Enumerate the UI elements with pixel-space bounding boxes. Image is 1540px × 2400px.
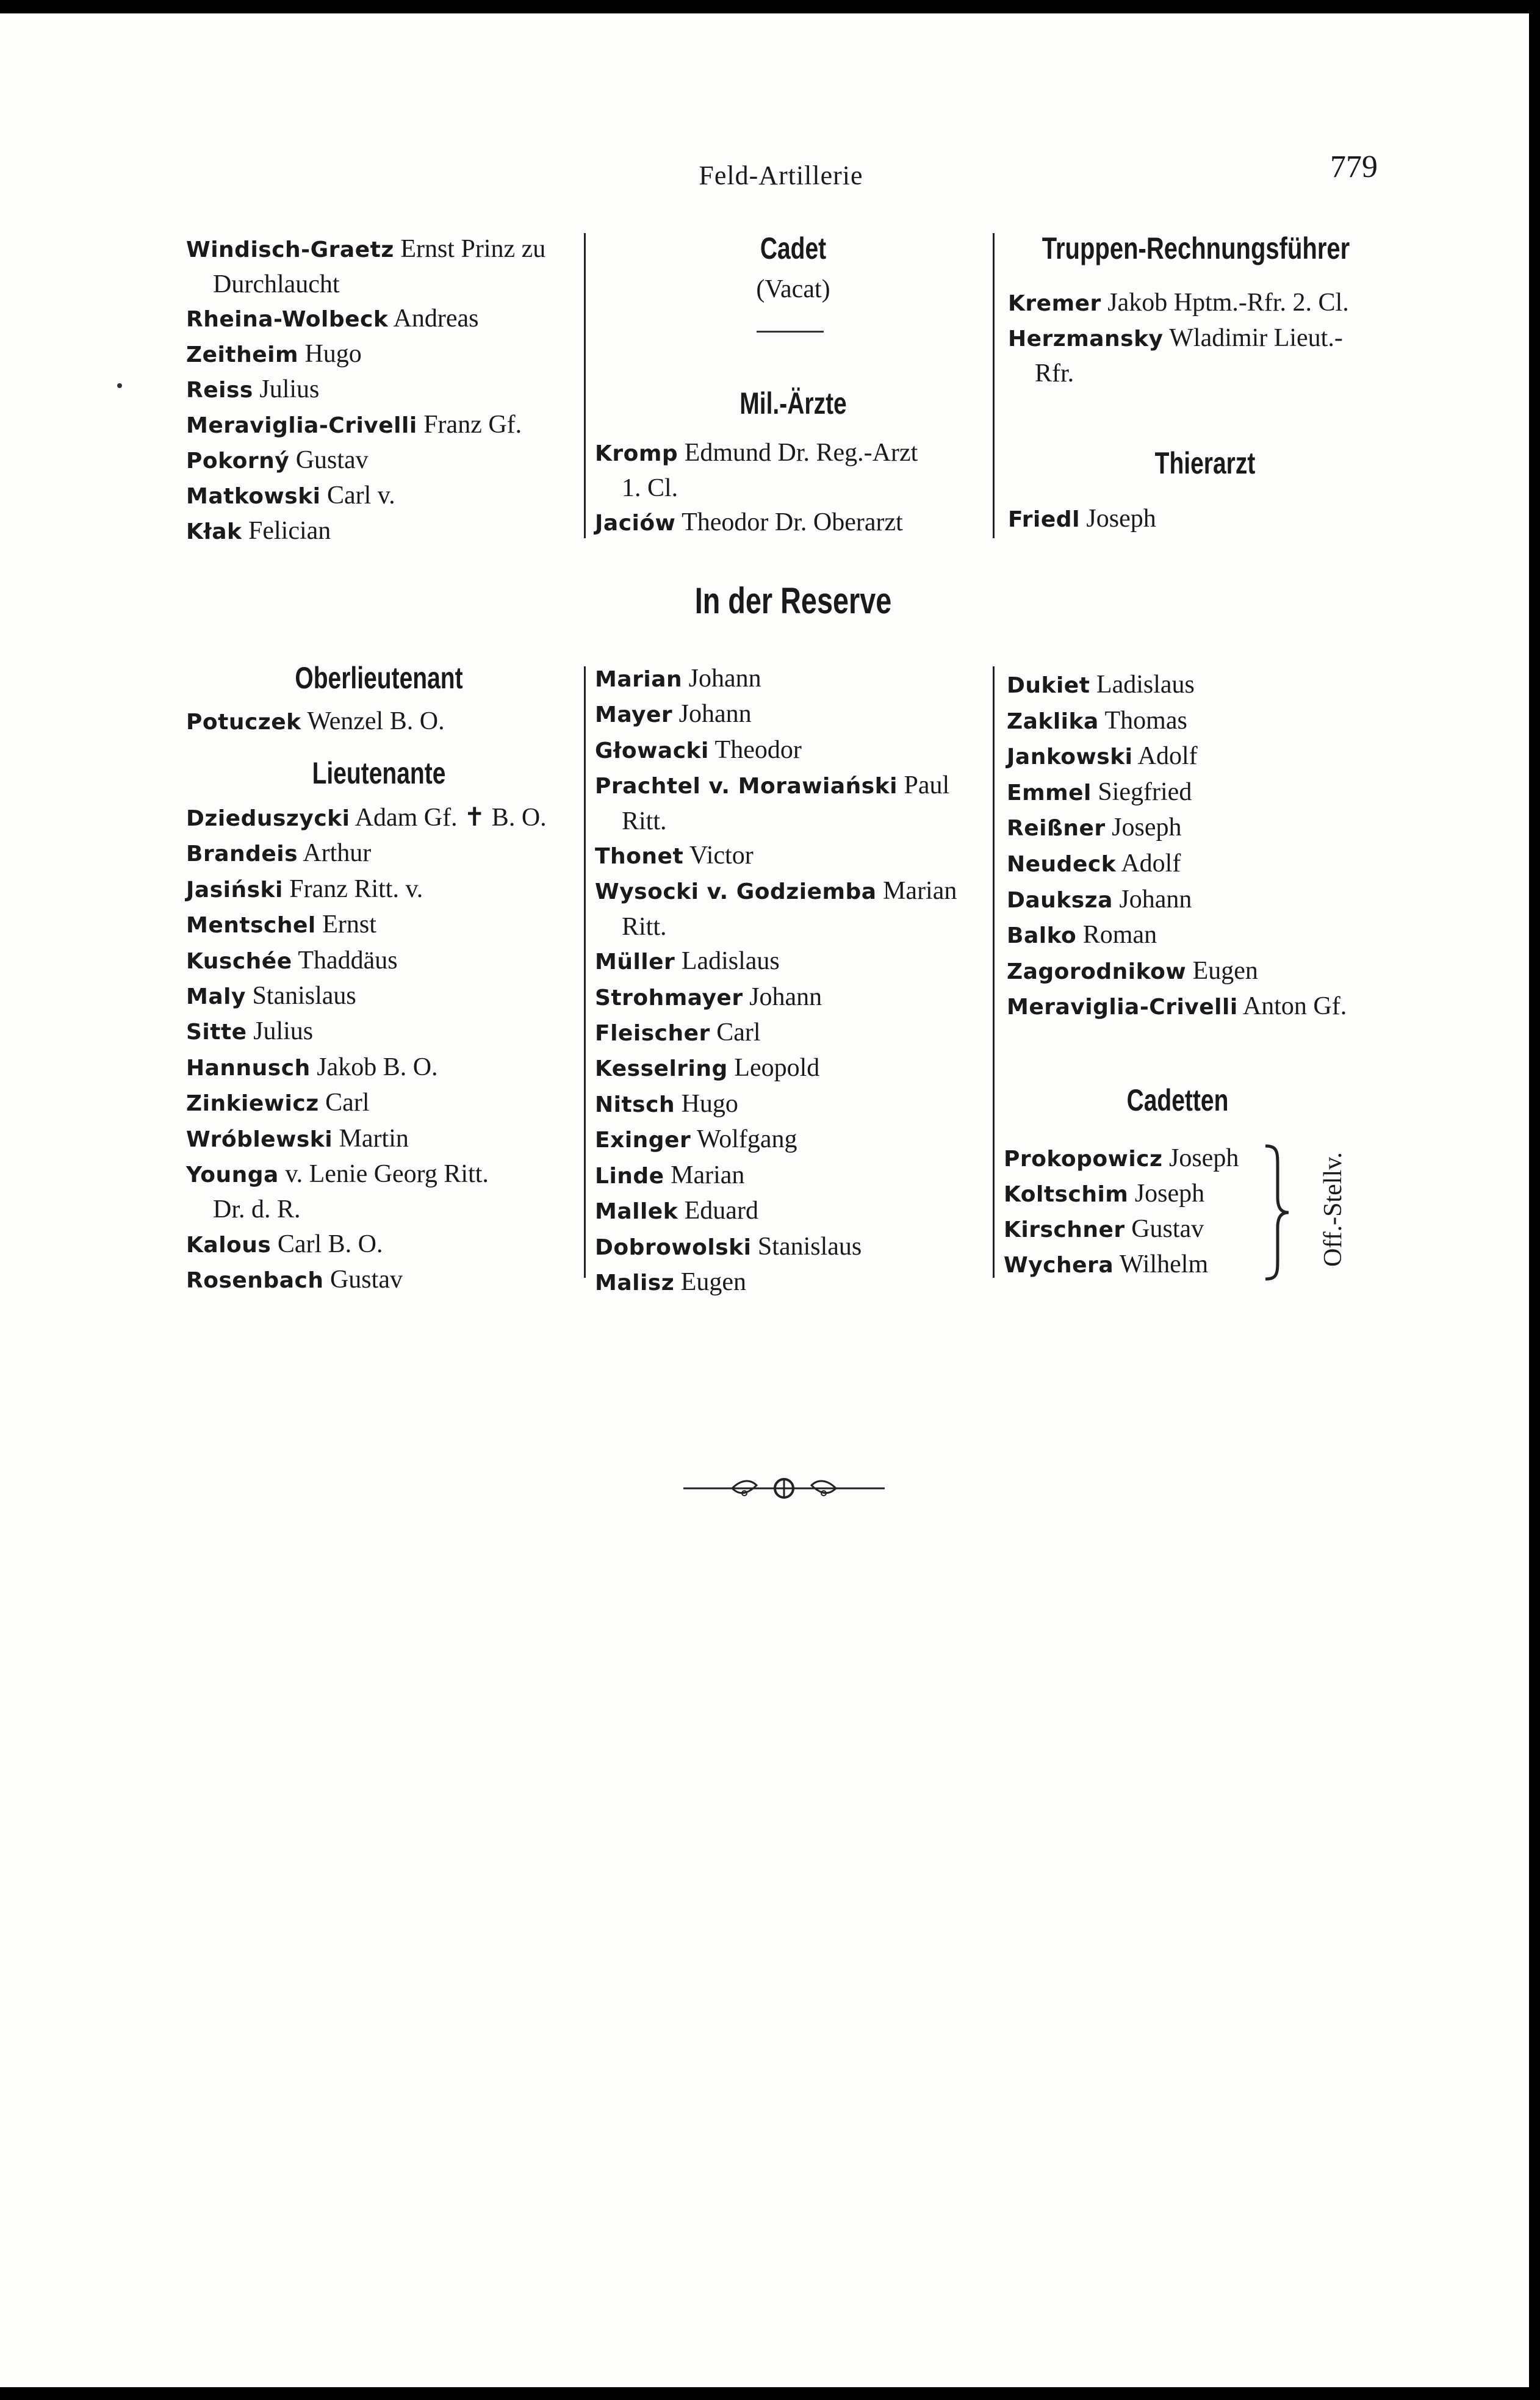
- list-item: [595, 944, 980, 979]
- given-name: Ernst Prinz zu: [394, 235, 546, 263]
- surname: Dauksza: [1007, 887, 1113, 913]
- given-name: Anton Gf.: [1237, 992, 1347, 1021]
- surname: Neudeck: [1007, 851, 1117, 877]
- list-item: [186, 514, 572, 549]
- list-item: [1007, 882, 1397, 918]
- surname: Sitte: [186, 1020, 247, 1045]
- given-name: Wilhelm: [1114, 1250, 1209, 1278]
- given-name: Jakob B. O.: [310, 1053, 438, 1081]
- oberlieutenant-list: [186, 704, 572, 740]
- list-item: [186, 1014, 572, 1050]
- column-divider: [584, 233, 586, 538]
- list-item: [595, 697, 980, 732]
- surname: Prokopowicz: [1004, 1147, 1163, 1172]
- list-item: [186, 1086, 572, 1121]
- list-item: [186, 943, 572, 979]
- surname: Exinger: [595, 1128, 691, 1153]
- surname: Koltschim: [1004, 1182, 1129, 1207]
- column-divider: [993, 233, 995, 538]
- continuation-line: Dr. d. R.: [213, 1195, 301, 1224]
- surname: Müller: [595, 950, 675, 975]
- surname: Meraviglia-Crivelli: [1007, 995, 1238, 1020]
- list-item: [1008, 321, 1411, 356]
- surname: Nitsch: [595, 1092, 675, 1117]
- surname: Jankowski: [1007, 744, 1133, 770]
- given-name: Gustav: [323, 1266, 403, 1294]
- off-stellv-note: Off.-Stellv.: [1319, 1152, 1347, 1267]
- given-name: Stanislaus: [751, 1232, 862, 1261]
- surname: Reiss: [186, 378, 253, 403]
- cadetten-list: [1004, 1141, 1272, 1283]
- thierarzt-list: [1008, 502, 1394, 537]
- surname: Mallek: [595, 1199, 678, 1225]
- surname: Kuschée: [186, 948, 292, 974]
- given-name: Joseph: [1162, 1144, 1239, 1172]
- list-item: [1008, 502, 1394, 537]
- given-name: Thaddäus: [292, 946, 398, 975]
- surname: Rosenbach: [186, 1268, 324, 1294]
- list-item: [186, 1122, 572, 1157]
- surname: Marian: [595, 667, 683, 692]
- list-item: [186, 836, 572, 871]
- given-name: Theodor Dr. Oberarzt: [675, 508, 903, 536]
- given-name: Johann: [743, 982, 822, 1011]
- surname: Dzieduszycki: [186, 806, 350, 831]
- surname: Thonet: [595, 844, 684, 870]
- given-name: Stanislaus: [245, 982, 356, 1011]
- list-item: [186, 1227, 572, 1263]
- list-item: [1007, 704, 1397, 740]
- surname: Brandeis: [186, 841, 298, 867]
- surname: Potuczek: [186, 710, 301, 735]
- list-item: [595, 733, 980, 768]
- given-name: Carl: [710, 1018, 761, 1047]
- given-name: Roman: [1076, 921, 1157, 950]
- given-name: Carl v.: [320, 481, 395, 510]
- list-item: [186, 478, 572, 514]
- surname: Zagorodnikow: [1007, 959, 1187, 984]
- thierarzt-heading: Thierarzt: [1154, 446, 1256, 480]
- surname: Strohmayer: [595, 985, 743, 1011]
- given-name: Hugo: [298, 340, 362, 368]
- surname: Rheina-Wolbeck: [186, 307, 389, 332]
- scan-speck: [117, 383, 122, 388]
- surname: Herzmansky: [1008, 326, 1164, 351]
- given-name: Joseph: [1105, 813, 1182, 842]
- list-item: [186, 979, 572, 1014]
- surname: Malisz: [595, 1270, 675, 1295]
- surname: Prachtel v. Morawiański: [595, 774, 898, 799]
- list-item: [595, 838, 980, 874]
- list-item: [595, 1158, 980, 1194]
- surname: Meraviglia-Crivelli: [186, 413, 417, 438]
- list-item: [186, 1157, 572, 1192]
- surname: Dobrowolski: [595, 1234, 752, 1260]
- list-item: [1004, 1212, 1272, 1247]
- list-item: [186, 337, 572, 372]
- short-rule: [757, 331, 824, 333]
- list-item: [1007, 918, 1397, 954]
- surname: Głowacki: [595, 738, 709, 763]
- surname: Kromp: [595, 441, 678, 466]
- surname: Younga: [186, 1162, 279, 1188]
- surname: Kesselring: [595, 1056, 728, 1082]
- list-item: [1007, 775, 1397, 811]
- surname: Mentschel: [186, 913, 316, 939]
- given-name: Ladislaus: [1090, 671, 1195, 699]
- reserve-list-col2: [595, 661, 980, 1300]
- list-item: [595, 661, 980, 697]
- list-item: [595, 1194, 980, 1229]
- continuation-line: Ritt.: [622, 912, 667, 941]
- surname: Windisch-Graetz: [186, 237, 394, 262]
- reserve-list-col3: [1007, 668, 1397, 1025]
- given-name: Felician: [242, 517, 331, 545]
- given-name: Ernst: [315, 910, 376, 939]
- cadet-vacat: (Vacat): [756, 275, 830, 303]
- list-item: [1007, 846, 1397, 882]
- given-name: Hugo: [675, 1089, 738, 1118]
- given-name: Arthur: [298, 839, 372, 868]
- list-item: [186, 704, 572, 740]
- given-name: Johann: [1112, 885, 1192, 914]
- continuation-line: Rfr.: [1035, 359, 1074, 387]
- list-item: [595, 768, 980, 804]
- surname: Dukiet: [1007, 673, 1090, 698]
- given-name: Franz Gf.: [417, 411, 522, 439]
- list-item: [186, 1263, 572, 1298]
- cadet-heading: Cadet: [760, 231, 827, 265]
- given-name: Wladimir Lieut.-: [1163, 324, 1343, 352]
- given-name: v. Lenie Georg Ritt.: [278, 1160, 489, 1189]
- given-name: Eduard: [678, 1197, 758, 1225]
- given-name: Victor: [683, 841, 754, 870]
- given-name: Andreas: [388, 305, 479, 333]
- given-name: Marian: [876, 877, 957, 906]
- given-name: Theodor: [708, 735, 802, 764]
- surname: Emmel: [1007, 780, 1092, 805]
- list-item: [595, 436, 980, 471]
- surname: Jaciów: [595, 511, 676, 536]
- surname: Linde: [595, 1163, 664, 1189]
- given-name: Adolf: [1132, 742, 1198, 771]
- list-item: [595, 505, 980, 541]
- surname: Balko: [1007, 923, 1077, 949]
- given-name: Gustav: [1124, 1215, 1204, 1243]
- surname: Mayer: [595, 702, 673, 728]
- continuation-line: 1. Cl.: [622, 474, 678, 502]
- given-name: Joseph: [1079, 505, 1156, 533]
- column-divider: [993, 666, 995, 1278]
- list-item: [595, 980, 980, 1015]
- continuation-line: Durchlaucht: [213, 270, 340, 298]
- tailpiece-ornament: [683, 1473, 885, 1504]
- column-divider: [584, 666, 586, 1278]
- given-name: Julius: [246, 1017, 314, 1046]
- given-name: Ladislaus: [675, 947, 780, 976]
- given-name: Edmund Dr. Reg.-Arzt: [678, 439, 918, 467]
- oberlieutenant-heading: Oberlieutenant: [295, 661, 463, 695]
- list-item: [595, 1015, 980, 1051]
- list-item: [186, 1050, 572, 1086]
- continuation-line: Ritt.: [622, 807, 667, 835]
- given-name: Franz Ritt. v.: [282, 874, 423, 903]
- list-item: [1007, 668, 1397, 704]
- surname: Kremer: [1008, 291, 1101, 316]
- given-name: Siegfried: [1091, 777, 1192, 806]
- surname: Friedl: [1008, 507, 1080, 532]
- given-name: Marian: [664, 1161, 745, 1189]
- given-name: Thomas: [1098, 706, 1187, 735]
- running-title: Feld-Artillerie: [699, 160, 863, 190]
- surname: Fleischer: [595, 1021, 710, 1047]
- aerzte-heading: Mil.-Ärzte: [739, 386, 847, 420]
- given-name: Eugen: [1186, 956, 1258, 985]
- surname: Hannusch: [186, 1055, 311, 1081]
- officer-list-col1: [186, 232, 572, 549]
- surname: Pokorný: [186, 449, 290, 474]
- given-name: Carl B. O.: [271, 1230, 383, 1258]
- list-item: [186, 408, 572, 443]
- list-item: [595, 1230, 980, 1265]
- list-item: [186, 872, 572, 907]
- given-name: Johann: [672, 700, 752, 729]
- given-name: Leopold: [727, 1054, 820, 1083]
- list-item: [1007, 989, 1397, 1025]
- list-item: [595, 1087, 980, 1122]
- given-name: Jakob Hptm.-Rfr. 2. Cl.: [1101, 289, 1349, 317]
- given-name: Johann: [682, 665, 761, 693]
- list-item: [1004, 1141, 1272, 1177]
- reserve-heading: In der Reserve: [694, 580, 892, 621]
- surname: Zaklika: [1007, 708, 1099, 734]
- list-item: [595, 1265, 980, 1300]
- given-name: Wenzel B. O.: [301, 707, 445, 735]
- list-item: [1004, 1247, 1272, 1283]
- surname: Matkowski: [186, 484, 321, 509]
- truppen-heading: Truppen-Rechnungsführer: [1042, 231, 1350, 265]
- surname: Kalous: [186, 1232, 272, 1258]
- list-item: [186, 232, 572, 267]
- given-name: Eugen: [674, 1267, 746, 1296]
- given-name: Martin: [333, 1124, 409, 1153]
- surname: Zinkiewicz: [186, 1091, 319, 1117]
- lieutenante-heading: Lieutenante: [312, 756, 446, 790]
- list-item: [186, 372, 572, 408]
- cadetten-heading: Cadetten: [1126, 1083, 1229, 1117]
- given-name: Julius: [253, 375, 320, 403]
- surname: Maly: [186, 984, 246, 1010]
- aerzte-list: [595, 436, 980, 541]
- surname: Wróblewski: [186, 1126, 333, 1152]
- given-name: Adam Gf. ✝ B. O.: [350, 804, 547, 832]
- curly-brace: [1257, 1142, 1294, 1283]
- list-item: [186, 301, 572, 337]
- list-item: [595, 874, 980, 909]
- given-name: Gustav: [289, 446, 369, 474]
- list-item: [1007, 954, 1397, 990]
- given-name: Joseph: [1128, 1180, 1205, 1208]
- list-item: [1007, 739, 1397, 775]
- given-name: Paul: [897, 771, 950, 800]
- given-name: Wolfgang: [691, 1125, 797, 1154]
- surname: Jasiński: [186, 877, 283, 903]
- surname: Wysocki v. Godziemba: [595, 879, 877, 905]
- list-item: [186, 907, 572, 943]
- surname: Kłak: [186, 519, 242, 544]
- given-name: Adolf: [1116, 849, 1181, 877]
- list-item: [595, 1051, 980, 1086]
- list-item: [1004, 1177, 1272, 1212]
- page: [0, 13, 1529, 2387]
- surname: Kirschner: [1004, 1217, 1125, 1242]
- list-item: [186, 801, 572, 836]
- surname: Wychera: [1004, 1253, 1114, 1278]
- list-item: [595, 1122, 980, 1158]
- lieutenante-list: [186, 801, 572, 1299]
- surname: Zeitheim: [186, 342, 298, 367]
- list-item: [186, 443, 572, 478]
- list-item: [1008, 286, 1411, 321]
- truppen-list: [1008, 286, 1411, 391]
- list-item: [1007, 810, 1397, 846]
- surname: Reißner: [1007, 816, 1106, 841]
- given-name: Carl: [318, 1089, 370, 1117]
- page-number: 779: [1330, 150, 1378, 184]
